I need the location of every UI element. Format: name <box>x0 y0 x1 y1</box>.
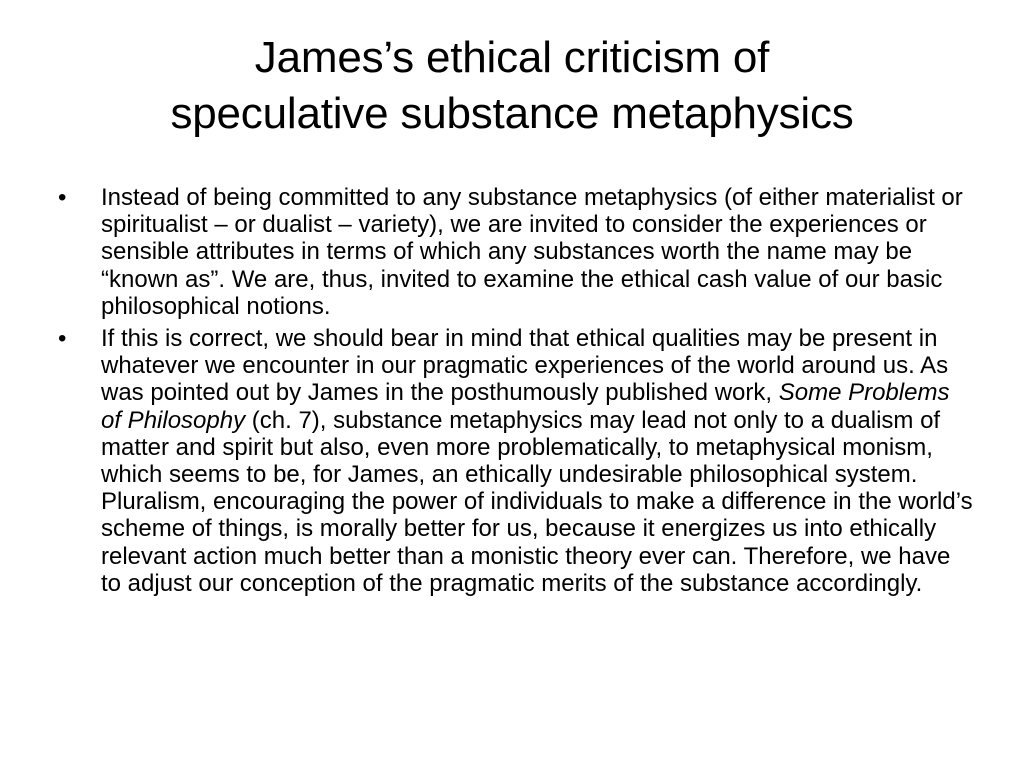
bullet-text-part: If this is correct, we should bear in mind that ethical qualities may be present in whatever we encounter in our pragmatic experiences of the world around us. As was pointed out by James in the posthumously published work, <box>101 325 949 407</box>
bullet-item-pluralism <box>56 325 974 597</box>
bullet-text <box>101 325 974 597</box>
bullet-list <box>56 184 974 602</box>
book-title: Some Problems of Philosophy <box>101 379 950 434</box>
slide-title-line-2: speculative substance metaphysics <box>170 89 854 138</box>
slide-title-line-1: James’s ethical criticism of <box>254 33 770 82</box>
bullet-text-part: (ch. 7), substance metaphysics may lead not only to a dualism of matter and spirit but also, even more problematically, to metaphysical monism, which seems to be, for James, an ethically undesirable philosophical system. Pluralism, encouraging the power of individuals to make a difference in the world’s scheme of things, is morally better for us, because it energizes us into ethically relevant action much better than a monistic theory ever can. Therefore, we have to adjust our conception of the pragmatic merits of the substance accordingly. <box>101 406 973 597</box>
slide-title <box>40 30 984 142</box>
bullet-text: Instead of being committed to any substance metaphysics (of either materialist or spiritualist – or dualist – variety), we are invited to consider the experiences or sensible attributes in terms of which any substances worth the name may be “known as”. We are, thus, invited to examine the ethical cash value of our basic philosophical notions. <box>101 184 963 320</box>
bullet-dot-icon: • <box>58 325 67 353</box>
bullet-item-substance-metaphysics <box>56 184 974 320</box>
bullet-dot-icon: • <box>58 184 67 211</box>
